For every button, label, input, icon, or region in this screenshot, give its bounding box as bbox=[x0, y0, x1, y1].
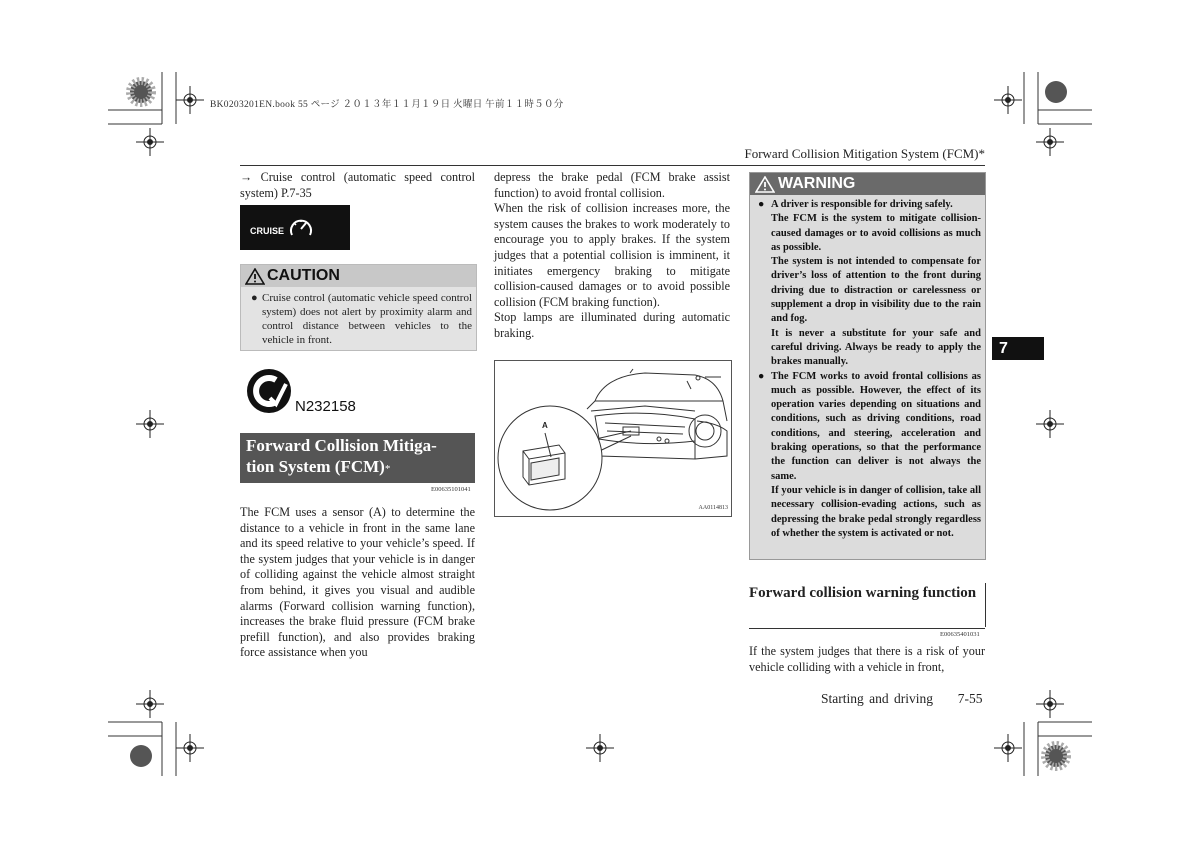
section-heading-mark: * bbox=[384, 463, 391, 475]
page-footer bbox=[821, 691, 983, 707]
right-body-text: If the system judges that there is a risk of your vehicle colliding with a vehicle in front, bbox=[749, 644, 985, 674]
warning-bullet-1 bbox=[758, 198, 981, 370]
caution-header bbox=[241, 265, 476, 287]
left-body bbox=[240, 505, 475, 661]
figure-code: AA0114813 bbox=[698, 505, 728, 511]
middle-paragraph-3: Stop lamps are illuminated during automatic braking. bbox=[494, 310, 730, 340]
subheading-rule bbox=[749, 628, 985, 629]
chapter-tab[interactable]: 7 bbox=[992, 337, 1044, 360]
warning-header bbox=[750, 173, 985, 195]
caution-title: CAUTION bbox=[267, 267, 340, 284]
certification-mark bbox=[246, 368, 376, 420]
print-header: BK0203201EN.book 55 ページ ２０１３年１１月１９日 火曜日 午前１１時５０分 bbox=[210, 100, 564, 110]
footer-page-number: 7-55 bbox=[957, 691, 983, 706]
vehicle-front-illustration bbox=[495, 361, 731, 516]
section-heading-line2: tion System (FCM) bbox=[246, 457, 385, 476]
warning-bullet-1-para-3: It is never a substitute for your safe and careful driving. Always be ready to apply the brakes manually. bbox=[771, 327, 981, 368]
warning-bullet-2-text: The FCM works to avoid frontal collisions as much as possible. However, the effect of its operation varies depending on situations and conditions, such as driving conditions, road conditions, and steering, acceleration and braking operations, so that the performance the function can deliver is not always the same. bbox=[771, 370, 981, 482]
cruise-indicator-label: CRUISE bbox=[250, 226, 285, 236]
subheading: Forward collision warning function bbox=[749, 583, 986, 627]
middle-body bbox=[494, 170, 730, 342]
certification-number: N232158 bbox=[295, 398, 356, 415]
cruise-indicator-panel bbox=[240, 205, 350, 250]
bullet-dot-icon: ● bbox=[758, 199, 765, 210]
caution-box bbox=[240, 264, 477, 351]
header-rule bbox=[240, 165, 985, 166]
cruise-speedometer-icon bbox=[288, 217, 314, 239]
warning-title: WARNING bbox=[778, 175, 856, 192]
sensor-location-figure bbox=[494, 360, 732, 517]
warning-bullet-2-para: If your vehicle is in danger of collision, take all necessary collision-evading actions, such as depressing the brake pedal strongly regardless of whether the system is activated or not. bbox=[771, 484, 981, 539]
footer-section: Starting and driving bbox=[821, 691, 933, 706]
warning-bullet-1-para-1: The FCM is the system to mitigate collision-caused damages or to avoid collisions as much as possible. bbox=[771, 213, 981, 253]
warning-triangle-icon bbox=[755, 176, 775, 193]
section-heading bbox=[240, 433, 475, 483]
middle-paragraph-2: When the risk of collision increases more, the system causes the brakes to work moderately to encourage you to apply brakes. If the system judges that a potential collision is imminent, it initiates emergency braking to mitigate collision-caused damages or to avoid possible collision (FCM braking function). bbox=[494, 201, 730, 309]
figure-label: A bbox=[542, 421, 548, 430]
warning-bullet-1-para-2: The system is not intended to compensate for driver’s loss of attention to the front during driving due to distraction or carelessness or supplement a drop in visibility due to the rain and fog. bbox=[771, 256, 981, 325]
right-body bbox=[749, 644, 985, 675]
cruise-reference-text[interactable]: → Cruise control (automatic speed control system) P.7-35 bbox=[240, 170, 475, 200]
caution-bullet-text: Cruise control (automatic vehicle speed control system) does not alert by proximity alarm and control distance between vehicles to the vehicle in front. bbox=[262, 292, 472, 346]
cruise-reference bbox=[240, 170, 475, 201]
left-body-text: The FCM uses a sensor (A) to determine the distance to a vehicle in front in the same lane and its speed relative to your vehicle’s speed. If the system judges that your vehicle is in danger of colliding against the vehicle almost straight from behind, it gives you visual and audible alarms (Forward collision warning function), increases the brake fluid pressure (FCM brake prefill function), and also provides braking force assistance when you bbox=[240, 505, 475, 660]
rcm-compliance-icon bbox=[246, 368, 292, 414]
warning-bullet-2 bbox=[758, 370, 981, 542]
caution-bullet bbox=[251, 291, 472, 347]
bullet-dot-icon: ● bbox=[758, 370, 765, 382]
running-title: Forward Collision Mitigation System (FCM)* bbox=[744, 146, 985, 161]
warning-bullet-1-text: A driver is responsible for driving safely. bbox=[771, 199, 953, 210]
warning-box bbox=[749, 172, 986, 560]
section-heading-line1: Forward Collision Mitiga- bbox=[246, 436, 437, 455]
middle-paragraph-1: depress the brake pedal (FCM brake assist function) to avoid frontal collision. bbox=[494, 170, 730, 200]
subheading-code: E00635401031 bbox=[940, 631, 980, 638]
section-code: E00635101041 bbox=[431, 486, 471, 493]
warning-triangle-icon bbox=[245, 268, 265, 285]
bullet-dot-icon: ● bbox=[251, 292, 258, 304]
